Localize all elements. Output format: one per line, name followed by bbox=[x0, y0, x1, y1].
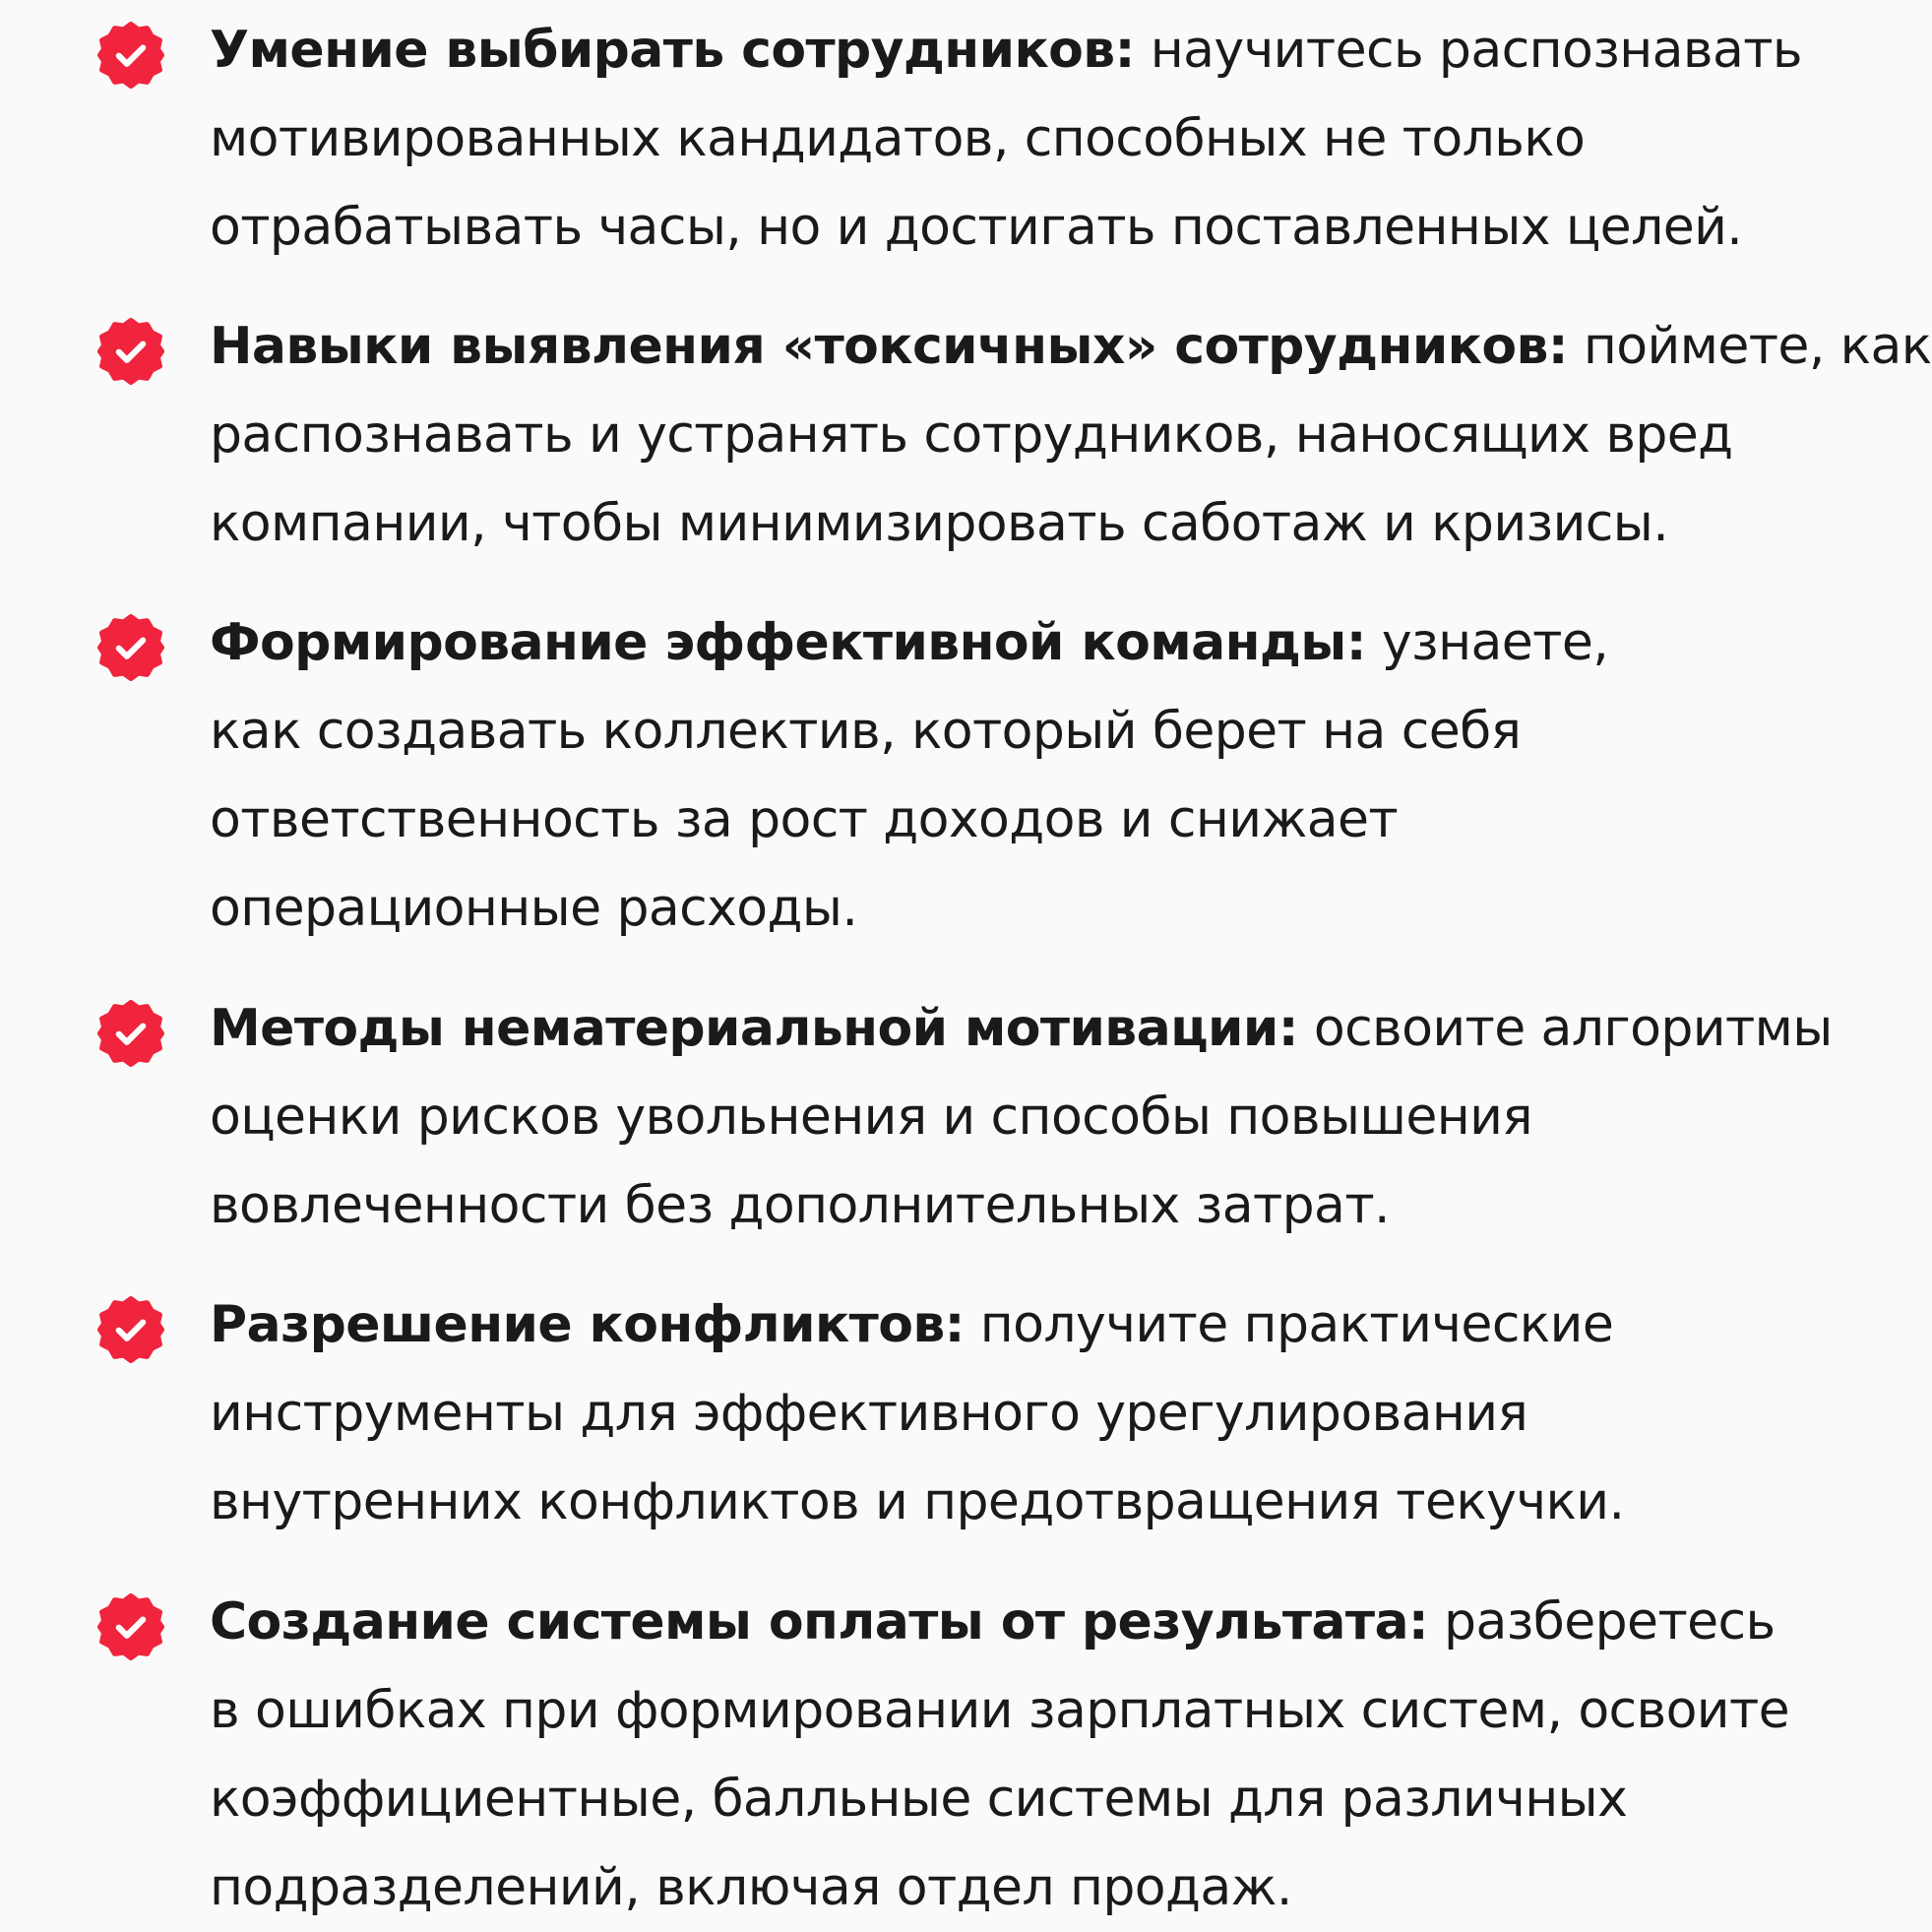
list-item-first-line bbox=[210, 302, 1932, 391]
list-item-desc: разберетесь bbox=[1428, 1592, 1776, 1652]
list-item-first-line bbox=[210, 1578, 1824, 1666]
badge-check-icon bbox=[97, 1296, 164, 1363]
list-item-line: отрабатывать часы, но и достигать поставленных целей. bbox=[210, 198, 1743, 257]
list-item-line: подразделений, включая отдел продаж. bbox=[210, 1858, 1292, 1917]
badge-check-icon bbox=[97, 318, 164, 385]
list-item-title: Создание системы оплаты от результата: bbox=[210, 1592, 1429, 1652]
list-item-text bbox=[210, 598, 1824, 953]
list-item-desc: освоите алгоритмы bbox=[1297, 999, 1833, 1058]
list-item-line: внутренних конфликтов и предотвращения текучки. bbox=[210, 1472, 1625, 1531]
list-item-line: компании, чтобы минимизировать саботаж и кризисы. bbox=[210, 494, 1669, 553]
list-item-desc: узнаете, bbox=[1365, 613, 1609, 672]
list-item-line: мотивированных кандидатов, способных не только bbox=[210, 109, 1586, 168]
list-item-line: как создавать коллектив, который берет на себя bbox=[210, 702, 1522, 761]
list-item-title: Разрешение конфликтов: bbox=[210, 1295, 965, 1354]
list-item-first-line bbox=[210, 984, 1833, 1073]
list-item-text bbox=[210, 1280, 1824, 1546]
list-item-title: Навыки выявления «токсичных» сотрудников: bbox=[210, 317, 1568, 376]
badge-check-icon bbox=[97, 1000, 164, 1067]
badge-check-icon bbox=[97, 614, 164, 681]
list-item-first-line bbox=[210, 6, 1824, 94]
badge-check-icon bbox=[97, 1593, 164, 1660]
list-item-title: Формирование эффективной команды: bbox=[210, 613, 1366, 672]
list-item-text bbox=[210, 302, 1932, 568]
list-item-desc: научитесь распознавать bbox=[1134, 21, 1802, 80]
list-item-title: Методы нематериальной мотивации: bbox=[210, 999, 1298, 1058]
list-item-text bbox=[210, 6, 1824, 272]
list-item-desc: поймете, как bbox=[1567, 317, 1932, 376]
list-item-line: вовлеченности без дополнительных затрат. bbox=[210, 1176, 1390, 1235]
list-item-text bbox=[210, 1578, 1824, 1932]
list-item-line: в ошибках при формировании зарплатных систем, освоите bbox=[210, 1681, 1790, 1740]
list-item-line: инструменты для эффективного урегулирования bbox=[210, 1384, 1528, 1443]
list-item-line: операционные расходы. bbox=[210, 879, 858, 938]
list-item-text bbox=[210, 984, 1833, 1250]
list-item-first-line bbox=[210, 598, 1824, 687]
list-item-desc: получите практические bbox=[964, 1295, 1614, 1354]
list-item-line: коэффициентные, балльные системы для различных bbox=[210, 1770, 1628, 1829]
list-item-line: оценки рисков увольнения и способы повышения bbox=[210, 1088, 1532, 1147]
badge-check-icon bbox=[97, 22, 164, 89]
list-item-line: ответственность за рост доходов и снижает bbox=[210, 790, 1399, 849]
list-item-line: распознавать и устранять сотрудников, наносящих вред bbox=[210, 405, 1733, 465]
list-item-first-line bbox=[210, 1280, 1824, 1369]
list-item-title: Умение выбирать сотрудников: bbox=[210, 21, 1135, 80]
